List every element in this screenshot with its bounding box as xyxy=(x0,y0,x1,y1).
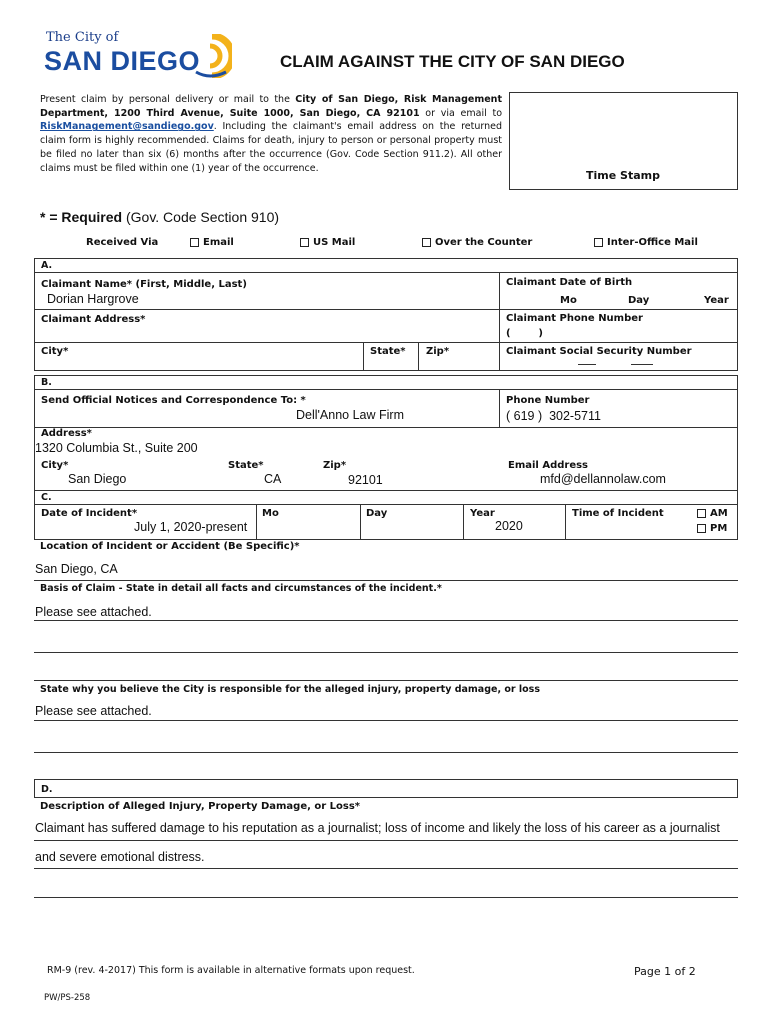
section-c-bar: C. xyxy=(34,490,738,505)
footer-form-note: RM-9 (rev. 4-2017) This form is available in alternative formats upon request. xyxy=(47,965,415,976)
pm-label: PM xyxy=(710,523,728,534)
section-a-bar: A. xyxy=(34,258,738,273)
required-label: * = Required xyxy=(40,209,123,225)
risk-email-link[interactable]: RiskManagement@sandiego.gov xyxy=(40,121,214,133)
incident-year-field[interactable]: 2020 xyxy=(495,519,523,533)
basis-label: Basis of Claim - State in detail all facts and circumstances of the incident.* xyxy=(40,583,442,594)
b-address-field[interactable]: 1320 Columbia St., Suite 200 xyxy=(35,441,198,455)
received-usmail-option[interactable] xyxy=(300,237,355,248)
claimant-name-label: Claimant Name* (First, Middle, Last) xyxy=(41,279,247,290)
required-ref: (Gov. Code Section 910) xyxy=(122,209,280,225)
incident-day-label: Day xyxy=(366,508,388,519)
section-d-bar xyxy=(34,779,738,798)
option-label: Inter-Office Mail xyxy=(607,237,698,248)
required-legend xyxy=(40,209,279,225)
checkbox-icon xyxy=(594,238,603,247)
pm-option[interactable] xyxy=(697,523,727,534)
b-phone-field[interactable]: ( 619 ) 302-5711 xyxy=(506,409,601,423)
b-email-label: Email Address xyxy=(508,460,589,471)
am-label: AM xyxy=(710,508,728,519)
description-label: Description of Alleged Injury, Property Damage, or Loss* xyxy=(40,801,361,812)
checkbox-icon xyxy=(697,524,706,533)
b-address-label: Address* xyxy=(41,428,92,439)
time-stamp-label: Time Stamp xyxy=(586,169,660,182)
claimant-phone-label: Claimant Phone Number xyxy=(506,313,643,324)
b-state-label: State* xyxy=(228,460,264,471)
logo-main-text: SAN DIEGO xyxy=(44,46,201,76)
why-field[interactable]: Please see attached. xyxy=(35,704,152,718)
incident-year-label: Year xyxy=(470,508,495,519)
intro-p3: . Including the claimant's email address on the returned claim form is highly recommended. Claims for death, injury to person or personal property must be filed no later than six (6) months after the occurrence (Gov. Code Section 911.2). All other claims must be filed within one (1) year of the occurrence. xyxy=(40,121,502,174)
b-city-label: City* xyxy=(41,460,69,471)
logo-top-text: The City of xyxy=(46,30,119,45)
form-title: CLAIM AGAINST THE CITY OF SAN DIEGO xyxy=(280,52,625,71)
b-state-field[interactable]: CA xyxy=(264,472,282,486)
ssn-dash-1 xyxy=(578,364,596,365)
time-stamp-box xyxy=(509,92,738,190)
section-d-label: D. xyxy=(41,784,53,795)
received-via-label: Received Via xyxy=(86,237,159,248)
dob-mo-field[interactable]: Mo xyxy=(560,295,577,306)
received-interoffice-option[interactable] xyxy=(594,237,698,248)
intro-p1: Present claim by personal delivery or mail to the xyxy=(40,94,296,105)
location-field[interactable]: San Diego, CA xyxy=(35,562,118,576)
incident-date-field[interactable]: July 1, 2020-present xyxy=(134,520,248,534)
received-email-option[interactable] xyxy=(190,237,234,248)
send-to-label: Send Official Notices and Correspondence To: * xyxy=(41,395,306,406)
incident-mo-label: Mo xyxy=(262,508,279,519)
why-label: State why you believe the City is responsible for the alleged injury, property damage, or loss xyxy=(40,684,540,695)
intro-paragraph xyxy=(40,93,502,175)
claimant-zip-label: Zip* xyxy=(426,346,450,357)
received-counter-option[interactable] xyxy=(422,237,532,248)
incident-date-label: Date of Incident* xyxy=(41,508,138,519)
claimant-city-label: City* xyxy=(41,346,69,357)
b-zip-field[interactable]: 92101 xyxy=(348,473,383,487)
option-label: Over the Counter xyxy=(435,237,533,248)
claimant-state-label: State* xyxy=(370,346,406,357)
footer-code: PW/PS-258 xyxy=(44,993,91,1003)
intro-p2: or via email to xyxy=(419,107,503,119)
location-label: Location of Incident or Accident (Be Specific)* xyxy=(40,541,300,552)
option-label: US Mail xyxy=(313,237,356,248)
sun-icon xyxy=(192,34,232,78)
claimant-address-label: Claimant Address* xyxy=(41,314,146,325)
checkbox-icon xyxy=(300,238,309,247)
ssn-dash-2 xyxy=(631,364,653,365)
intro-address: City of San Diego, Risk Management Department, 1200 Third Avenue, Suite 1000, San Diego, CA 92101 xyxy=(40,94,502,119)
footer-page-number: Page 1 of 2 xyxy=(634,965,696,978)
description-line-2[interactable]: and severe emotional distress. xyxy=(35,850,205,864)
b-email-field[interactable]: mfd@dellannolaw.com xyxy=(540,472,666,486)
dob-day-field[interactable]: Day xyxy=(628,295,650,306)
am-option[interactable] xyxy=(697,508,728,519)
dob-year-field[interactable]: Year xyxy=(704,295,729,306)
checkbox-icon xyxy=(422,238,431,247)
checkbox-icon xyxy=(697,509,706,518)
section-b-bar: B. xyxy=(34,375,738,390)
incident-time-label: Time of Incident xyxy=(572,508,664,519)
dob-label: Claimant Date of Birth xyxy=(506,277,633,288)
checkbox-icon xyxy=(190,238,199,247)
description-line-1[interactable]: Claimant has suffered damage to his reputation as a journalist; loss of income and likely the loss of his career as a journalist xyxy=(35,821,720,835)
basis-field[interactable]: Please see attached. xyxy=(35,605,152,619)
city-logo xyxy=(42,30,232,82)
b-zip-label: Zip* xyxy=(323,460,347,471)
claimant-name-field[interactable]: Dorian Hargrove xyxy=(47,292,139,306)
ssn-label: Claimant Social Security Number xyxy=(506,346,692,357)
option-label: Email xyxy=(203,237,234,248)
b-city-field[interactable]: San Diego xyxy=(68,472,127,486)
claimant-phone-field[interactable]: ( ) xyxy=(506,328,543,339)
send-to-field[interactable]: Dell'Anno Law Firm xyxy=(296,408,404,422)
b-phone-label: Phone Number xyxy=(506,395,590,406)
